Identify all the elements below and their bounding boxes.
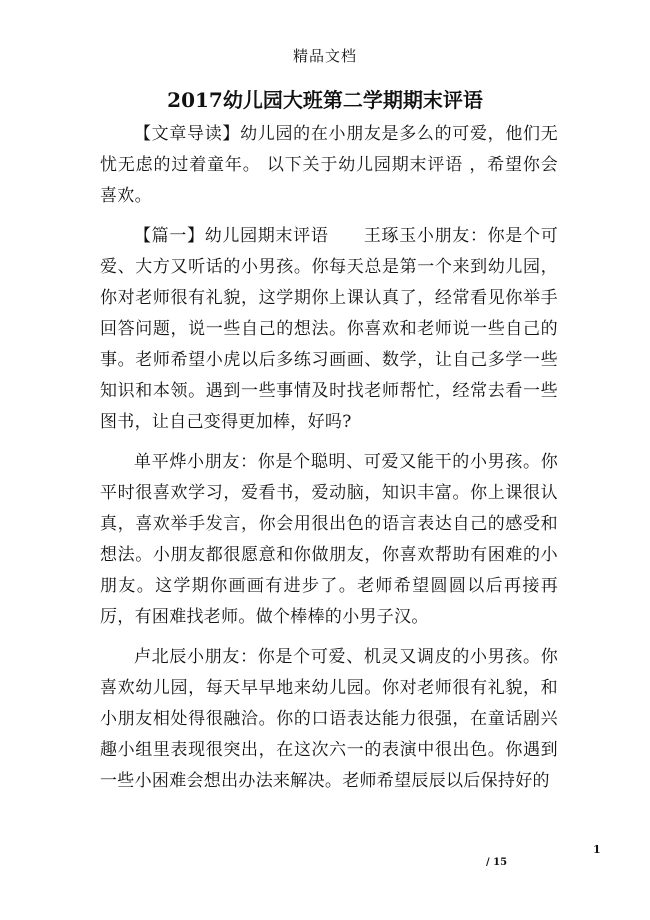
document-body	[100, 119, 558, 797]
document-title: 2017幼儿园大班第二学期期末评语	[167, 88, 483, 112]
section-one-paragraph: 【篇一】幼儿园期末评语 王琢玉小朋友：你是个可爱、大方又听话的小男孩。你每天总是第一个来到幼儿园，你对老师很有礼貌，这学期你上课认真了，经常看见你举手回答问题，说一些自己的想法。你喜欢和老师说一些自己的事。老师希望小虎以后多练习画画、数学，让自己多学一些知识和本领。遇到一些事情及时找老师帮忙，经常去看一些图书，让自己变得更加棒，好吗?	[100, 226, 558, 432]
page-number: 1	[593, 843, 601, 856]
section-two-paragraph: 单平烨小朋友：你是个聪明、可爱又能干的小男孩。你平时很喜欢学习，爱看书，爱动脑，知识丰富。你上课很认真，喜欢举手发言，你会用很出色的语言表达自己的感受和想法。小朋友都很愿意和你做朋友，你喜欢帮助有困难的小朋友。这学期你画画有进步了。老师希望圆圆以后再接再厉，有困难找老师。做个棒棒的小男子汉。	[100, 452, 558, 627]
document-header: 精品文档	[292, 47, 357, 65]
page-total: / 15	[486, 857, 508, 868]
section-three-paragraph: 卢北辰小朋友：你是个可爱、机灵又调皮的小男孩。你喜欢幼儿园，每天早早地来幼儿园。你对老师很有礼貌，和小朋友相处得很融洽。你的口语表达能力很强，在童话剧兴趣小组里表现很突出，在这次六一的表演中很出色。你遇到一些小困难会想出办法来解决。老师希望辰辰以后保持好的	[100, 647, 558, 791]
intro-paragraph: 【文章导读】幼儿园的在小朋友是多么的可爱，他们无忧无虑的过着童年。 以下关于幼儿园期末评语 ，希望你会喜欢。	[100, 124, 558, 206]
